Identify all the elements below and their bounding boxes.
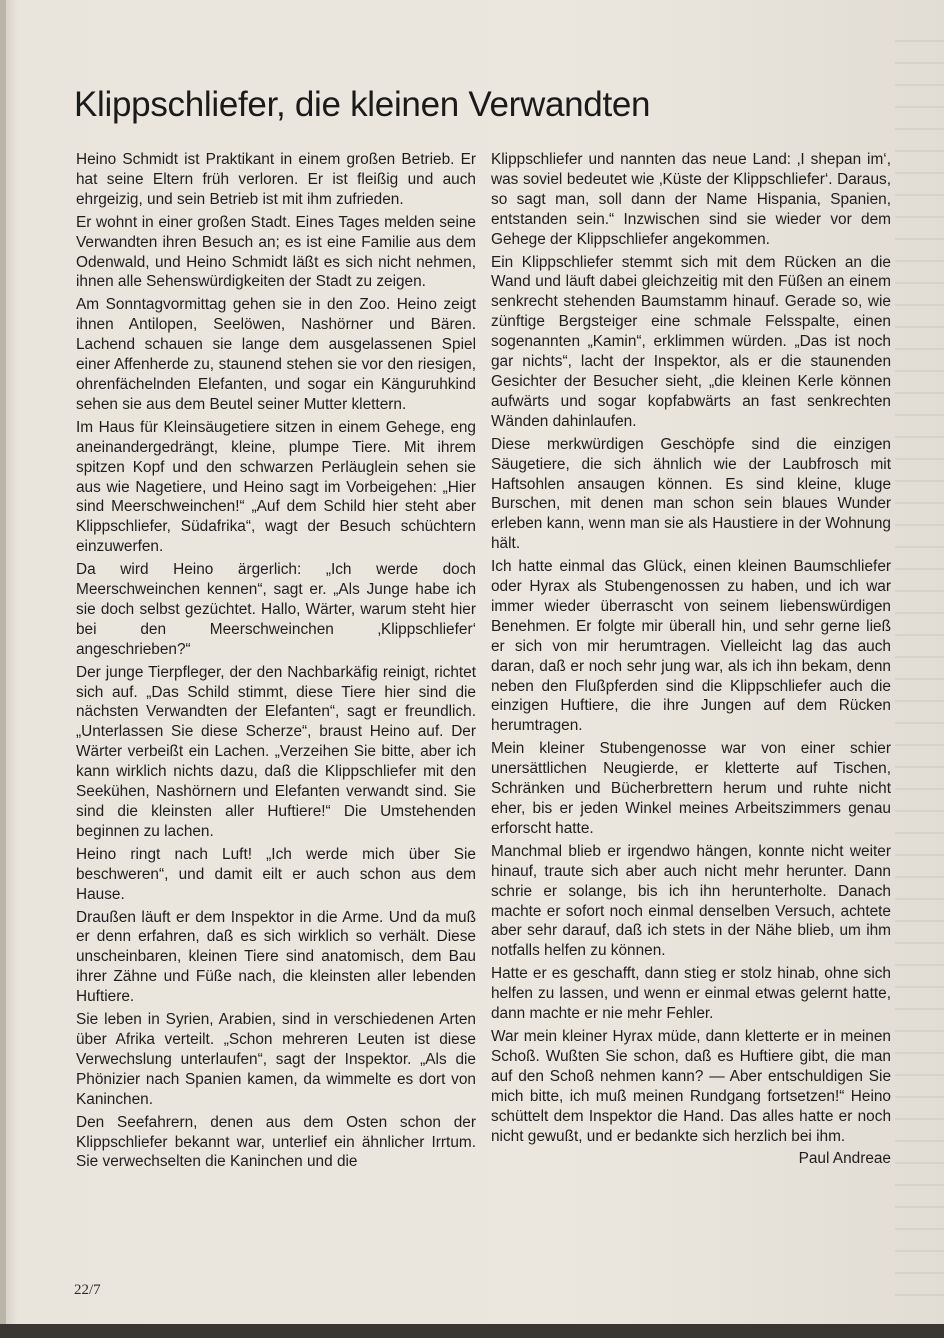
paragraph: Heino ringt nach Luft! „Ich werde mich über Sie beschweren“, und damit eilt er auch schon aus dem Hause. [76,845,476,903]
left-column [76,150,476,1175]
page-number: 22/7 [74,1282,101,1298]
paragraph: Ein Klippschliefer stemmt sich mit dem Rücken an die Wand und läuft dabei gleichzeitig mit den Füßen an einem senkrecht stehenden Baumstamm hinauf. Gerade so, wie zünftige Bergsteiger eine schmale Felsspalte, einen sogenannten „Kamin“, erklimmen würden. „Das ist noch gar nichts“, lacht der Inspektor, als er die staunenden Gesichter der Besucher sieht, „die kleinen Kerle können aufwärts und sogar kopfabwärts an fast senkrechten Wänden dahinlaufen. [491,253,891,430]
paragraph: Da wird Heino ärgerlich: „Ich werde doch Meerschweinchen kennen“, sagt er. „Als Junge habe ich sie doch selbst gezüchtet. Hallo, Wärter, warum steht hier bei den Meerschweinchen ‚Klippschliefer‘ angeschrieben?“ [76,561,476,658]
paragraph: Der junge Tierpfleger, der den Nachbarkäfig reinigt, richtet sich auf. „Das Schild stimmt, diese Tiere hier sind die nächsten Verwandten der Elefanten“, sagt er freundlich. „Unterlassen Sie diese Scherze“, braust Heino auf. Der Wärter verbeißt ein Lachen. „Verzeihen Sie bitte, aber ich kann wirklich nichts dazu, daß die Klippschliefer mit den Seekühen, Nashörnern und Elefanten verwandt sind. Sie sind die kleinsten aller Huftiere!“ Die Umstehenden beginnen zu lachen. [76,663,476,840]
show-through-text-right [895,40,944,1300]
paragraph: Sie leben in Syrien, Arabien, sind in verschiedenen Arten über Afrika verteilt. „Schon mehreren Leuten ist diese Verwechslung unterlaufen“, sagt der Inspektor. „Als die Phönizier nach Spanien kamen, da wimmelte es dort von Kaninchen. [76,1011,476,1108]
paragraph: Am Sonntagvormittag gehen sie in den Zoo. Heino zeigt ihnen Antilopen, Seelöwen, Nashörner und Bären. Lachend schauen sie lange dem ausgelassenen Spiel einer Affenherde zu, staunend stehen sie vor den riesigen, ohrenfächelnden Elefanten, und sogar ein Känguruhkind sehen sie aus dem Beutel seiner Mutter klettern. [76,296,476,413]
paragraph: Klippschliefer und nannten das neue Land: ‚I shepan im‘, was soviel bedeutet wie ‚Küste der Klippschliefer‘. Daraus, so sagt man, soll dann der Name Hispania, Spanien, entstanden sein.“ Inzwischen sind sie wieder vor dem Gehege der Klippschliefer angekommen. [491,151,891,248]
paragraph: Den Seefahrern, denen aus dem Osten schon der Klippschliefer bekannt war, unterlief ein ähnlicher Irrtum. Sie verwechselten die Kaninchen und die [76,1113,476,1171]
paragraph: Ich hatte einmal das Glück, einen kleinen Baumschliefer oder Hyrax als Stubengenossen zu haben, und ich war immer wieder überrascht von seinem liebenswürdigen Benehmen. Er folgte mir überall hin, und sehr gerne ließ er sich von mir herumtragen. Vielleicht lag das auch daran, daß er noch sehr jung war, als ich ihn bekam, denn neben den Flußpferden sind die Klippschliefer auch die einzigen Huftiere, die ihre Jungen auf dem Rücken herumtragen. [491,558,891,735]
paragraph: Heino Schmidt ist Praktikant in einem großen Betrieb. Er hat seine Eltern früh verloren. Er ist fleißig und auch ehrgeizig, und sein Betrieb ist mit ihm zufrieden. [76,151,476,208]
paragraph: Draußen läuft er dem Inspektor in die Arme. Und da muß er denn erfahren, daß es sich wirklich so verhält. Diese unscheinbaren, kleinen Tiere sind anatomisch, dem Bau ihrer Zähne und Füße nach, die kleinsten aller lebenden Huftiere. [76,908,476,1006]
paragraph: Mein kleiner Stubengenosse war von einer schier unersättlichen Neugierde, er kletterte auf Tischen, Schränken und Bücherbrettern herum und ruhte nicht eher, bis er jeden Winkel meines Arbeitszimmers genau erforscht hatte. [491,740,891,837]
paragraph: War mein kleiner Hyrax müde, dann kletterte er in meinen Schoß. Wußten Sie schon, daß es Huftiere gibt, die man auf den Schoß nehmen kann? — Aber entschuldigen Sie mich bitte, ich muß meinen Rundgang fortsetzen!“ Heino schüttelt dem Inspektor die Hand. Das alles hatte er noch nicht gewußt, und er bedankte sich herzlich bei ihm. [491,1027,891,1145]
scan-bottom-edge [0,1324,944,1338]
paragraph: Er wohnt in einer großen Stadt. Eines Tages melden seine Verwandten ihren Besuch an; es ist eine Familie aus dem Odenwald, und Heino Schmidt läßt es sich nicht nehmen, ihnen alle Sehenswürdigkeiten der Stadt zu zeigen. [76,213,476,291]
page-left-edge [0,0,6,1338]
paragraph: Im Haus für Kleinsäugetiere sitzen in einem Gehege, eng aneinandergedrängt, kleine, plumpe Tiere. Mit ihrem spitzen Kopf und den schwarzen Perläuglein sehen sie aus wie Nagetiere, und Heino sagt im Vorbeigehen: „Hier sind Meerschweinchen!“ „Auf dem Schild hier steht aber Klippschliefer, Südafrika“, wagt der Besuch schüchtern einzuwerfen. [76,418,476,556]
article-title: Klippschliefer, die kleinen Verwandten [74,85,651,125]
right-column [491,150,891,1172]
paragraph: Manchmal blieb er irgendwo hängen, konnte nicht weiter hinauf, traute sich aber auch nicht mehr herunter. Dann schrie er solange, bis ich ihn herunterholte. Danach machte er sofort noch einmal denselben Versuch, achtete aber sehr darauf, daß ich stets in der Nähe blieb, um ihm notfalls helfen zu können. [491,842,891,960]
author-name: Paul Andreae [798,1150,891,1168]
paragraph: Hatte er es geschafft, dann stieg er stolz hinab, ohne sich helfen zu lassen, und wenn er einmal etwas gelernt hatte, dann machte er nie mehr Fehler. [491,965,891,1023]
paragraph: Diese merkwürdigen Geschöpfe sind die einzigen Säugetiere, die sich ähnlich wie der Laubfrosch mit Haftsohlen ansaugen können. Es sind kleine, kluge Burschen, mit denen man schon sein blaues Wunder erleben kann, wenn man sie als Haustiere in der Wohnung hält. [491,435,891,553]
